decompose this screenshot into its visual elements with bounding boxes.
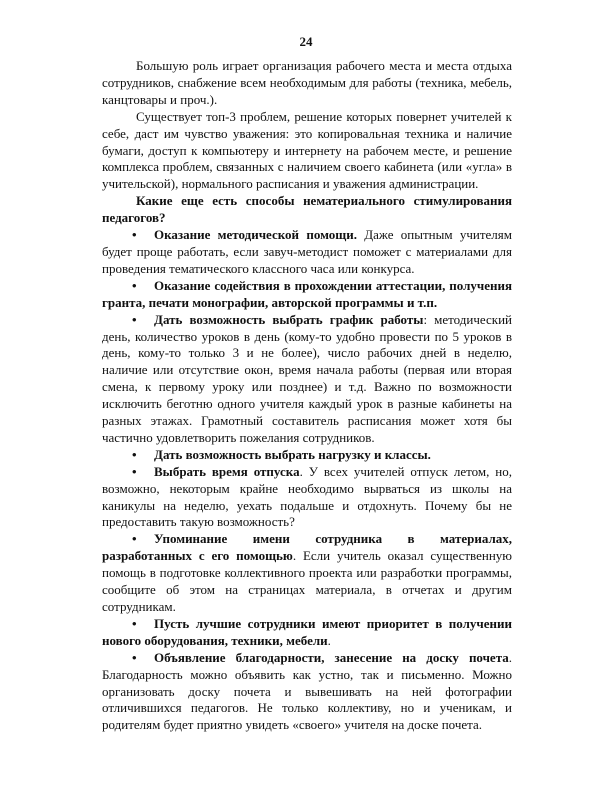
item-text: . У всех учителей отпуск летом, но, возможно, некоторым крайне необходимо вырваться из школы на каникулы на неделю, уехать подальше и отдохнуть. Почему бы не предоставить такую возможность? bbox=[102, 463, 512, 530]
item-title: Выбрать время отпуска bbox=[154, 463, 300, 479]
item-text: Даже опытным учителям будет проще работать, если завуч-методист поможет с материалами для проведения тематического классного часа или конкурса. bbox=[102, 227, 512, 276]
list-item bbox=[102, 227, 512, 278]
section-question: Какие еще есть способы нематериального стимулирования педагогов? bbox=[102, 193, 512, 226]
item-title: Оказание содействия в прохождении аттестации, получения гранта, печати монографии, авторской программы и т.п. bbox=[102, 277, 512, 310]
list-item bbox=[102, 447, 512, 464]
bullet-icon: • bbox=[132, 277, 137, 293]
bullet-icon: • bbox=[132, 649, 137, 665]
intro-paragraph: Большую роль играет организация рабочего места и места отдыха сотрудников, снабжение всем необходимым для работы (техника, мебель, канцтовары и проч.). bbox=[102, 58, 512, 107]
item-text: . Если учитель оказал существенную помощь в подготовке коллективного проекта или разработки программы, сообщите об этом на страницах материала, в отчетах и другим сотрудникам. bbox=[102, 548, 512, 614]
list-item bbox=[102, 616, 512, 650]
item-text: . bbox=[327, 632, 331, 648]
bullet-icon: • bbox=[132, 615, 137, 631]
intro-paragraph: Существует топ-3 проблем, решение которых повернет учителей к себе, даст им чувство уважения: это копировальная техника и наличие бумаги, доступ к компьютеру и интернету на рабочем месте, и решение комплекса проблем, связанных с наличием своего кабинета (или «угла» в учительской), нормального расписания и уважения администрации. bbox=[102, 108, 512, 192]
bullet-icon: • bbox=[132, 531, 137, 547]
bullet-icon: • bbox=[132, 227, 137, 243]
item-title: Дать возможность выбрать нагрузку и классы. bbox=[154, 446, 431, 462]
list-item bbox=[102, 312, 512, 447]
item-title: Упоминание имени сотрудника в материалах, разработанных с его помощью bbox=[102, 531, 512, 564]
item-title: Пусть лучшие сотрудники имеют приоритет в получении нового оборудования, техники, мебели bbox=[102, 615, 512, 648]
list-item bbox=[102, 464, 512, 532]
document-body bbox=[102, 58, 512, 734]
list-item bbox=[102, 278, 512, 312]
item-title: Объявление благодарности, занесение на доску почета bbox=[154, 649, 509, 665]
item-text: . Благодарность можно объявить как устно, так и письменно. Можно организовать доску почета и вывешивать на ней фотографии отличившихся педагогов. Не только коллективу, но и ученикам, и родителям будет приятно увидеть «своего» учителя на доске почета. bbox=[102, 649, 512, 733]
item-title: Дать возможность выбрать график работы bbox=[154, 311, 424, 327]
bullet-list bbox=[102, 227, 512, 734]
bullet-icon: • bbox=[132, 463, 137, 479]
bullet-icon: • bbox=[132, 446, 137, 462]
list-item bbox=[102, 650, 512, 735]
bullet-icon: • bbox=[132, 311, 137, 327]
list-item bbox=[102, 531, 512, 616]
item-text: : методический день, количество уроков в день (кому-то удобно провести по 5 уроков в день, кому-то только 3 и не более), число рабочих дней в неделю, наличие или отсутствие окон, время начала работы (первая или вторая смена, к первому уроку или позднее) и т.д. Важно по возможности исключить беготню одного учителя каждый урок в разные кабинеты на разных этажах. Грамотный составитель расписания может хотя бы частично удовлетворить пожелания сотрудников. bbox=[102, 311, 512, 445]
page-number: 24 bbox=[299, 34, 313, 49]
item-title: Оказание методической помощи. bbox=[154, 227, 357, 243]
